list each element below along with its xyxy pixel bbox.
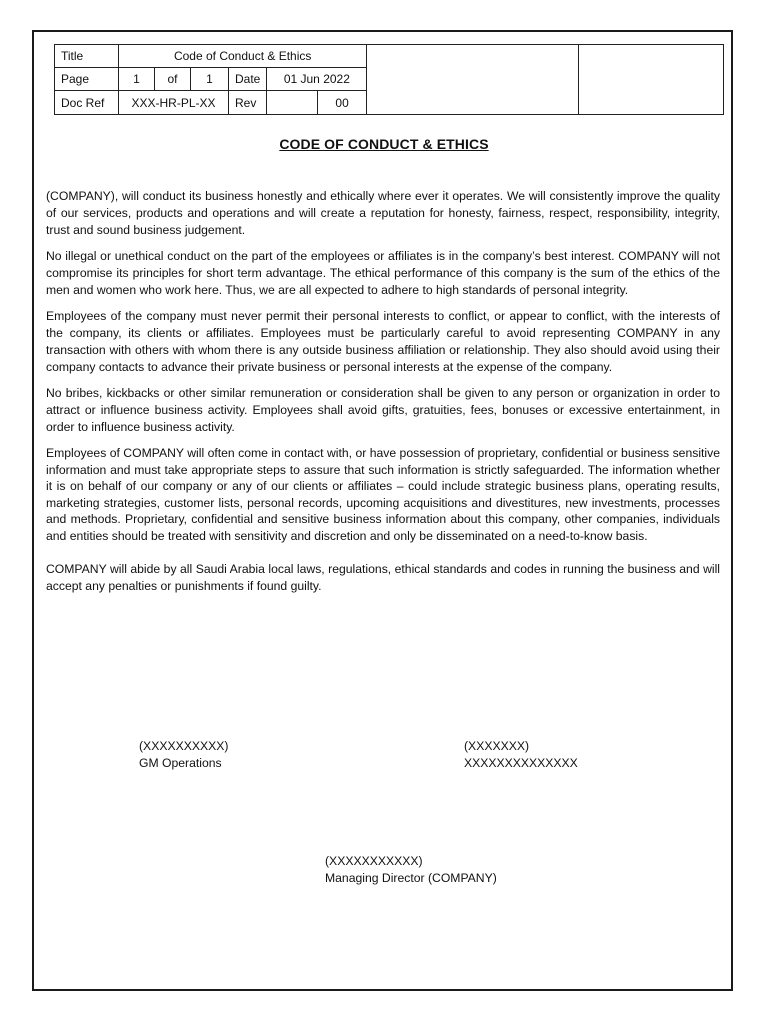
signature-md-name: (XXXXXXXXXXX) <box>325 854 423 868</box>
rev-label: Rev <box>229 91 267 115</box>
rev-value-subtable <box>267 91 366 114</box>
paragraph-2: No illegal or unethical conduct on the part of the employees or affiliates is in the company’s best interest. COMPANY will not compromise its principles for short term advantage. The ethical performance of this company is the sum of the ethics of the men and women who work here. Thus, we are all expected to adhere to high standards of personal integrity. <box>46 249 720 297</box>
page-label: Page <box>55 68 119 91</box>
document-heading: CODE OF CONDUCT & ETHICS <box>279 136 489 152</box>
title-label: Title <box>55 45 119 68</box>
paragraph-1: (COMPANY), will conduct its business honestly and ethically where ever it operates. We will consistently improve the quality of our services, products and operations and will create a reputation for honesty, fairness, respect, responsibility, integrity, trust and sound business judgement. <box>46 189 720 237</box>
rev-spacer <box>267 91 317 114</box>
paragraph-6: COMPANY will abide by all Saudi Arabia local laws, regulations, ethical standards and codes in running the business and will accept any penalties or punishments if found guilty. <box>46 562 720 593</box>
document-header-table <box>54 44 724 115</box>
signature-second <box>464 738 578 771</box>
signature-md <box>325 853 497 886</box>
rev-value: 00 <box>317 91 366 114</box>
signature-gm-name: (XXXXXXXXXX) <box>139 739 229 753</box>
logo-cell-left <box>367 45 579 115</box>
title-value: Code of Conduct & Ethics <box>119 45 367 68</box>
paragraph-4: No bribes, kickbacks or other similar remuneration or consideration shall be given to any person or organization in order to attract or influence business activity. Employees shall avoid gifts, gratuities, fees, bonuses or excessive entertainment, in order to influence business activity. <box>46 386 720 434</box>
page-total: 1 <box>191 68 229 91</box>
date-value: 01 Jun 2022 <box>267 68 367 91</box>
page-number: 1 <box>119 68 155 91</box>
signature-md-role: Managing Director (COMPANY) <box>325 870 497 885</box>
logo-cell-right <box>579 45 724 115</box>
of-label: of <box>155 68 191 91</box>
docref-value: XXX-HR-PL-XX <box>119 91 229 115</box>
paragraph-5: Employees of COMPANY will often come in contact with, or have possession of proprietary, confidential or business sensitive information and must take appropriate steps to assure that such information is strictly safeguarded. The information whether it is on behalf of our company or any of our clients or affiliates – could include strategic business plans, operating results, marketing strategies, customer lists, personal records, upcoming acquisitions and divestitures, new investments, processes and methods. Proprietary, confidential and sensitive business information about this company, other companies, individuals and entities should be treated with sensitivity and discretion and only be disseminated on a need-to-know basis. <box>46 446 720 543</box>
paragraph-3: Employees of the company must never permit their personal interests to conflict, or appear to conflict, with the interests of the company, its clients or affiliates. Employees must be particularly careful to avoid representing COMPANY in any transaction with others with whom there is any outside business affiliation or relationship. They also should avoid using their company contacts to advance their private business or personal interests at the expense of the company. <box>46 309 720 374</box>
signature-gm <box>139 738 228 771</box>
date-label: Date <box>229 68 267 91</box>
signature-second-role: XXXXXXXXXXXXXX <box>464 755 578 770</box>
docref-label: Doc Ref <box>55 91 119 115</box>
signature-gm-role: GM Operations <box>139 755 222 770</box>
signature-second-name: (XXXXXXX) <box>464 739 530 753</box>
rev-value-cell <box>267 91 367 115</box>
document-body <box>46 188 720 603</box>
